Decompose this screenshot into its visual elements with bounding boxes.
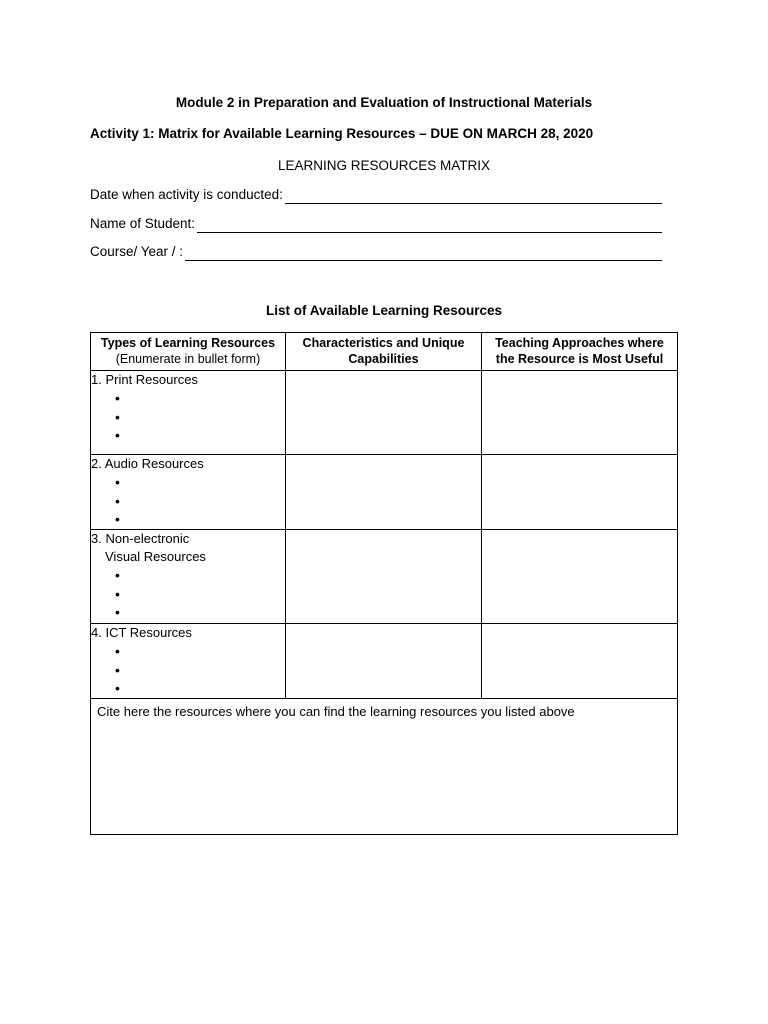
bullet-list	[91, 642, 285, 698]
bullet-item[interactable]	[91, 473, 285, 492]
bullet-item[interactable]	[91, 585, 285, 604]
header-types-of-resources	[91, 333, 286, 371]
teaching-approaches-cell[interactable]	[481, 530, 677, 624]
course-field	[90, 243, 662, 261]
header-col1-line2: (Enumerate in bullet form)	[115, 352, 261, 366]
cite-resources-cell[interactable]	[91, 699, 678, 835]
row-label-continued: Visual Resources	[105, 549, 206, 564]
bullet-item[interactable]	[91, 408, 285, 427]
audio-resources-cell[interactable]	[91, 455, 286, 530]
ict-resources-cell[interactable]	[91, 624, 286, 699]
bullet-item[interactable]	[91, 389, 285, 408]
row-label: 4. ICT Resources	[91, 625, 192, 640]
row-label: 3. Non-electronic	[91, 531, 190, 546]
header-col2-line2: Capabilities	[348, 352, 419, 366]
student-name-label: Name of Student:	[90, 216, 196, 231]
table-row	[91, 455, 678, 530]
activity-title: Activity 1: Matrix for Available Learning Resources – DUE ON MARCH 28, 2020	[90, 126, 594, 141]
name-field	[90, 215, 662, 233]
bullet-item[interactable]	[91, 603, 285, 622]
cite-instruction: Cite here the resources where you can find the learning resources you listed above	[97, 704, 575, 719]
characteristics-cell[interactable]	[285, 371, 481, 455]
print-resources-cell[interactable]	[91, 371, 286, 455]
bullet-item[interactable]	[91, 510, 285, 529]
characteristics-cell[interactable]	[285, 530, 481, 624]
bullet-list	[91, 389, 285, 445]
cite-row	[91, 699, 678, 835]
bullet-item[interactable]	[91, 661, 285, 680]
date-blank-line[interactable]	[285, 189, 662, 204]
bullet-list	[91, 473, 285, 529]
course-year-blank-line[interactable]	[185, 246, 662, 261]
date-label: Date when activity is conducted:	[90, 187, 283, 202]
header-col2-line1: Characteristics and Unique	[302, 336, 465, 350]
course-year-label: Course/ Year / :	[90, 244, 184, 259]
table-row	[91, 371, 678, 455]
header-col3-line2: the Resource is Most Useful	[495, 352, 664, 366]
visual-resources-cell[interactable]	[91, 530, 286, 624]
bullet-item[interactable]	[91, 492, 285, 511]
teaching-approaches-cell[interactable]	[481, 371, 677, 455]
table-caption: List of Available Learning Resources	[265, 303, 503, 318]
bullet-item[interactable]	[91, 566, 285, 585]
date-field	[90, 186, 662, 204]
bullet-item[interactable]	[91, 426, 285, 445]
bullet-list	[91, 566, 285, 622]
table-row	[91, 530, 678, 624]
header-col3-line1: Teaching Approaches where	[495, 336, 664, 350]
bullet-item[interactable]	[91, 679, 285, 698]
teaching-approaches-cell[interactable]	[481, 455, 677, 530]
header-teaching-approaches	[481, 333, 677, 371]
student-name-blank-line[interactable]	[197, 218, 662, 233]
table-header-row	[91, 333, 678, 371]
header-col1-line1: Types of Learning Resources	[100, 336, 276, 350]
row-label: 2. Audio Resources	[91, 456, 204, 471]
characteristics-cell[interactable]	[285, 624, 481, 699]
row-label: 1. Print Resources	[91, 372, 198, 387]
module-title: Module 2 in Preparation and Evaluation of Instructional Materials	[175, 95, 593, 110]
bullet-item[interactable]	[91, 642, 285, 661]
teaching-approaches-cell[interactable]	[481, 624, 677, 699]
learning-resources-table	[90, 332, 678, 835]
table-row	[91, 624, 678, 699]
characteristics-cell[interactable]	[285, 455, 481, 530]
header-characteristics	[285, 333, 481, 371]
matrix-title: LEARNING RESOURCES MATRIX	[277, 158, 491, 173]
